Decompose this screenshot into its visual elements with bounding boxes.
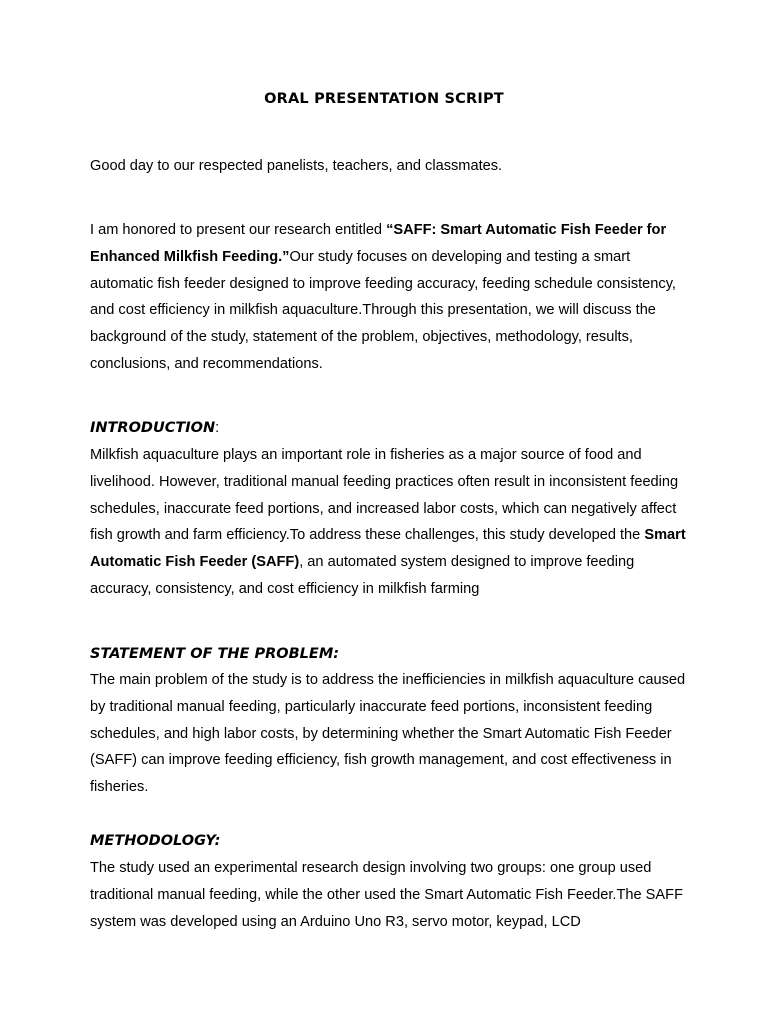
greeting-paragraph: Good day to our respected panelists, teachers, and classmates. (90, 158, 503, 174)
introduction-bold: Smart Automatic Fish Feeder (SAFF) (90, 527, 686, 571)
methodology-paragraph: The study used an experimental research design involving two groups: one group used traditional manual feeding, while the other used the Smart Automatic Fish Feeder.The SAFF system was developed using an Arduino Uno R3, servo motor, keypad, LCD (90, 860, 683, 930)
introduction-heading-colon: : (215, 420, 220, 436)
statement-heading: STATEMENT OF THE PROBLEM: (90, 646, 340, 662)
introduction-heading (90, 418, 219, 438)
introduction-paragraph (90, 442, 690, 603)
intro-paragraph-post: Our study focuses on developing and testing a smart automatic fish feeder designed to improve feeding accuracy, feeding schedule consistency, and cost efficiency in milkfish aquaculture.Through this presentation, we will discuss the background of the study, statement of the problem, objectives, methodology, results, conclusions, and recommendations. (90, 248, 676, 372)
introduction-post: , an automated system designed to improve feeding accuracy, consistency, and cost efficiency in milkfish farming (90, 554, 635, 597)
intro-paragraph (90, 217, 690, 378)
research-title: “SAFF: Smart Automatic Fish Feeder for Enhanced Milkfish Feeding.” (90, 222, 667, 265)
statement-paragraph: The main problem of the study is to address the inefficiencies in milkfish aquaculture caused by traditional manual feeding, particularly inaccurate feed portions, inconsistent feeding schedules, and high labor costs, by determining whether the Smart Automatic Fish Feeder (SAFF) can improve feeding efficiency, fish growth management, and cost effectiveness in fisheries. (90, 672, 686, 796)
introduction-heading-text: INTRODUCTION (90, 420, 216, 436)
introduction-pre: Milkfish aquaculture plays an important role in fisheries as a major source of food and livelihood. However, traditional manual feeding practices often result in inconsistent feeding schedules, inaccurate feed portions, and increased labor costs, which can negatively affect fish growth and farm efficiency.To address these challenges, this study developed the (90, 447, 679, 544)
intro-paragraph-pre: I am honored to present our research entitled (90, 222, 387, 238)
methodology-heading: METHODOLOGY: (90, 833, 221, 849)
page-title: ORAL PRESENTATION SCRIPT (264, 91, 504, 107)
